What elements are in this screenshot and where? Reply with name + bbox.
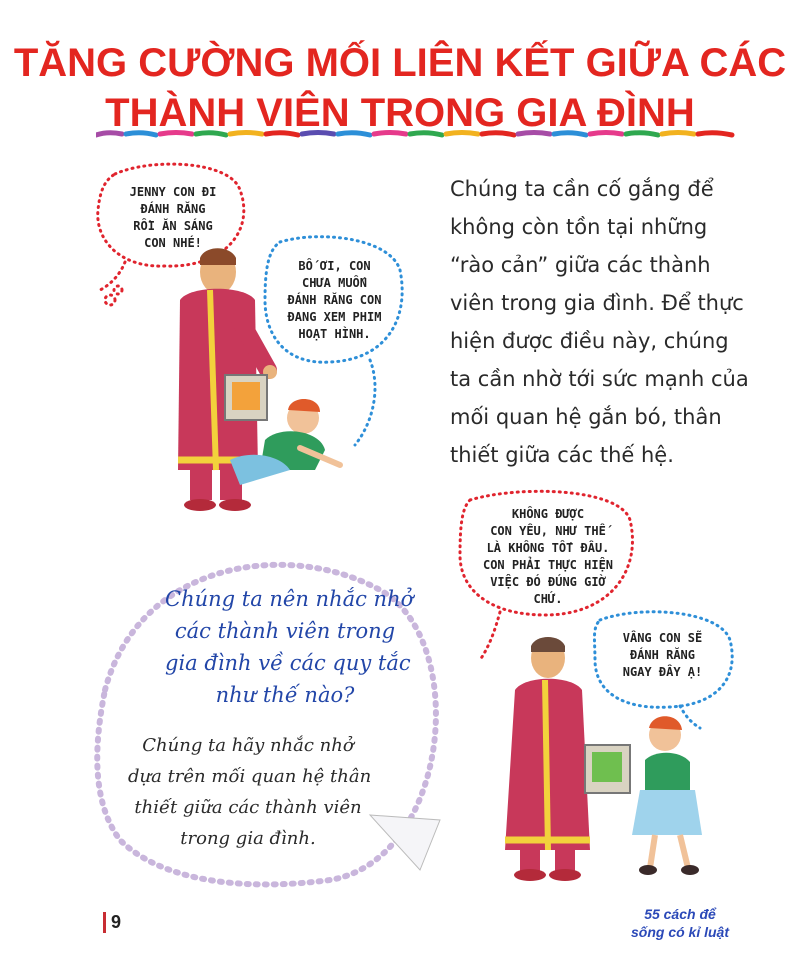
bubble-line: CON NHÉ! [144, 236, 202, 250]
intro-line: Chúng ta cần cố gắng để [450, 177, 714, 201]
bubble-line: VIỆC ĐÓ ĐÚNG GIỜ [490, 575, 606, 589]
answer-line: dựa trên mối quan hệ thân [128, 766, 372, 787]
brand-line-1: 55 cách để [644, 906, 716, 922]
television-1 [225, 375, 267, 420]
answer-text [128, 730, 372, 854]
question-line: các thành viên trong [174, 619, 396, 643]
bubble-line: CON YÊU, NHƯ THẾ [490, 524, 606, 538]
television-2 [585, 745, 630, 793]
bubble-line: CHƯA MUỐN [301, 276, 368, 290]
intro-line: không còn tồn tại những [450, 215, 708, 239]
bubble-line: CON PHẢI THỰC HIỆN [482, 558, 614, 572]
bubble-line: ĐÁNH RĂNG [629, 648, 696, 662]
answer-line: Chúng ta hãy nhắc nhở [142, 735, 354, 756]
bubble-line: JENNY CON ĐI [129, 185, 217, 199]
brand-line-2: sống có kỉ luật [630, 924, 729, 940]
book-brand [620, 905, 740, 941]
intro-line: mối quan hệ gắn bó, thân [450, 405, 722, 429]
question-line: Chúng ta nên nhắc nhở [165, 587, 414, 611]
page-number: 9 [103, 912, 121, 933]
bubble-line: NGAY ĐÂY Ạ! [622, 665, 703, 679]
question-line: như thế nào? [215, 683, 355, 707]
bubble-line: HOẠT HÌNH. [298, 327, 371, 341]
title-line-2: THÀNH VIÊN TRONG GIA ĐÌNH [105, 91, 695, 135]
father-figure-2 [505, 637, 590, 881]
bubble-line: LÀ KHÔNG TỐT ĐÂU. [486, 541, 610, 555]
bubble-text-child-1 [272, 258, 397, 343]
intro-line: hiện được điều này, chúng [450, 329, 729, 353]
intro-line: thiết giữa các thế hệ. [450, 443, 674, 467]
bubble-line: ĐÁNH RĂNG CON [287, 293, 382, 307]
answer-line: thiết giữa các thành viên [134, 797, 362, 818]
answer-line: trong gia đình. [180, 828, 316, 849]
question-text [165, 583, 414, 711]
intro-line: viên trong gia đình. Để thực [450, 291, 744, 315]
bubble-line: ĐÁNH RĂNG [140, 202, 206, 216]
bubble-text-child-2 [600, 630, 725, 681]
bubble-line: ĐANG XEM PHIM [287, 310, 382, 324]
bubble-text-father-1 [108, 184, 238, 252]
intro-line: ta cần nhờ tới sức mạnh của [450, 367, 749, 391]
question-line: gia đình về các quy tắc [165, 651, 411, 675]
intro-paragraph [450, 170, 770, 474]
child-figure-2 [632, 716, 702, 875]
intro-line: “rào cản” giữa các thành [450, 253, 711, 277]
title-line-1: TĂNG CƯỜNG MỐI LIÊN KẾT GIỮA CÁC [13, 41, 787, 85]
bubble-line: KHÔNG ĐƯỢC [511, 507, 585, 521]
bubble-line: RỒI ĂN SÁNG [133, 219, 213, 233]
bubble-line: BỐ ƠI, CON [298, 259, 371, 273]
bubble-text-father-2 [468, 506, 628, 608]
bubble-line: VÂNG CON SẼ [622, 631, 703, 645]
bubble-line: CHỨ. [533, 592, 563, 606]
